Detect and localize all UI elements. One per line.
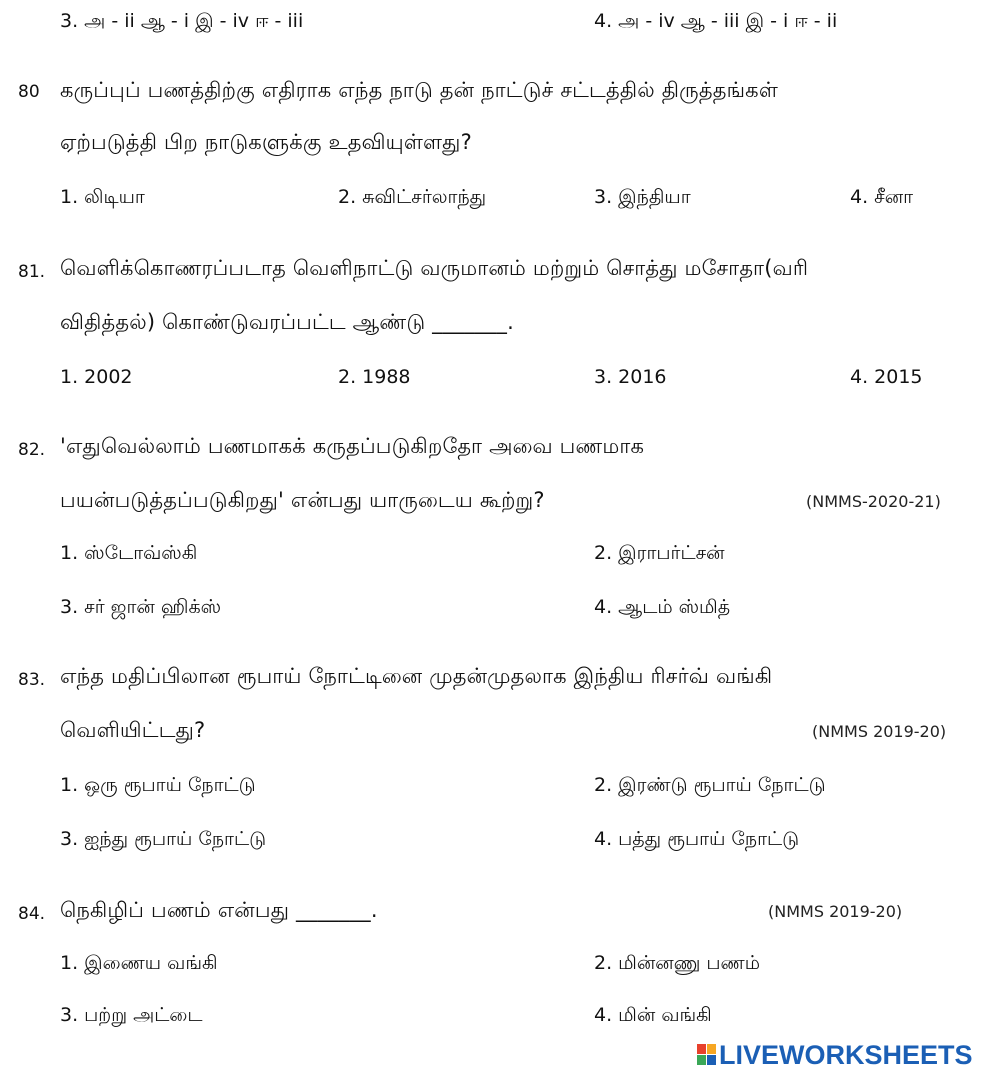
option-4[interactable]: 4. மின் வங்கி	[594, 1004, 712, 1026]
option-4[interactable]: 4. ஆடம் ஸ்மித்	[594, 596, 731, 618]
option-3[interactable]: 3. இந்தியா	[594, 186, 691, 208]
question-number: 84.	[18, 904, 46, 924]
question-number: 80	[18, 82, 40, 102]
option-3[interactable]: 3. ஐந்து ரூபாய் நோட்டு	[60, 828, 267, 850]
question-number: 82.	[18, 440, 46, 460]
option-4-previous-question: 4. அ - iv ஆ - iii இ - i ஈ - ii	[594, 10, 838, 32]
question-number: 83.	[18, 670, 46, 690]
question-text-line2: ஏற்படுத்தி பிற நாடுகளுக்கு உதவியுள்ளது?	[60, 130, 472, 154]
option-1[interactable]: 1. ஸ்டோவ்ஸ்கி	[60, 542, 198, 564]
liveworksheets-logo-icon	[697, 1044, 717, 1066]
option-1[interactable]: 1. இணைய வங்கி	[60, 952, 218, 974]
question-source: (NMMS-2020-21)	[806, 492, 941, 511]
option-1[interactable]: 1. ஒரு ரூபாய் நோட்டு	[60, 774, 256, 796]
question-text-line1: 'எதுவெல்லாம் பணமாகக் கருதப்படுகிறதோ அவை பணமாக	[60, 434, 645, 458]
question-text-line2: வெளியிட்டது?	[60, 718, 206, 742]
question-number: 81.	[18, 262, 46, 282]
option-4[interactable]: 4. 2015	[850, 366, 923, 388]
option-2[interactable]: 2. சுவிட்சர்லாந்து	[338, 186, 487, 208]
question-text-line1: வெளிக்கொணரப்படாத வெளிநாட்டு வருமானம் மற்றும் சொத்து மசோதா(வரி	[60, 256, 809, 280]
option-1[interactable]: 1. 2002	[60, 366, 133, 388]
option-2[interactable]: 2. இராபர்ட்சன்	[594, 542, 725, 564]
question-source: (NMMS 2019-20)	[812, 722, 947, 741]
question-source: (NMMS 2019-20)	[768, 902, 903, 921]
option-2[interactable]: 2. இரண்டு ரூபாய் நோட்டு	[594, 774, 826, 796]
question-text-line1: எந்த மதிப்பிலான ரூபாய் நோட்டினை முதன்முதலாக இந்திய ரிசர்வ் வங்கி	[60, 664, 773, 688]
liveworksheets-brand	[697, 1040, 973, 1070]
question-text-line2: பயன்படுத்தப்படுகிறது' என்பது யாருடைய கூற்று?	[60, 488, 545, 512]
question-text-line1: நெகிழிப் பணம் என்பது _______.	[60, 898, 378, 922]
option-1[interactable]: 1. லிடியா	[60, 186, 145, 208]
option-4[interactable]: 4. சீனா	[850, 186, 914, 208]
option-3-previous-question: 3. அ - ii ஆ - i இ - iv ஈ - iii	[60, 10, 304, 32]
option-3[interactable]: 3. சர் ஜான் ஹிக்ஸ்	[60, 596, 222, 618]
option-2[interactable]: 2. 1988	[338, 366, 411, 388]
option-3[interactable]: 3. 2016	[594, 366, 667, 388]
option-3[interactable]: 3. பற்று அட்டை	[60, 1004, 203, 1026]
question-text-line2: விதித்தல்) கொண்டுவரப்பட்ட ஆண்டு _______.	[60, 310, 514, 334]
question-text-line1: கருப்புப் பணத்திற்கு எதிராக எந்த நாடு தன் நாட்டுச் சட்டத்தில் திருத்தங்கள்	[60, 78, 778, 102]
option-2[interactable]: 2. மின்னணு பணம்	[594, 952, 761, 974]
liveworksheets-brand-text: LIVEWORKSHEETS	[719, 1039, 973, 1070]
option-4[interactable]: 4. பத்து ரூபாய் நோட்டு	[594, 828, 800, 850]
